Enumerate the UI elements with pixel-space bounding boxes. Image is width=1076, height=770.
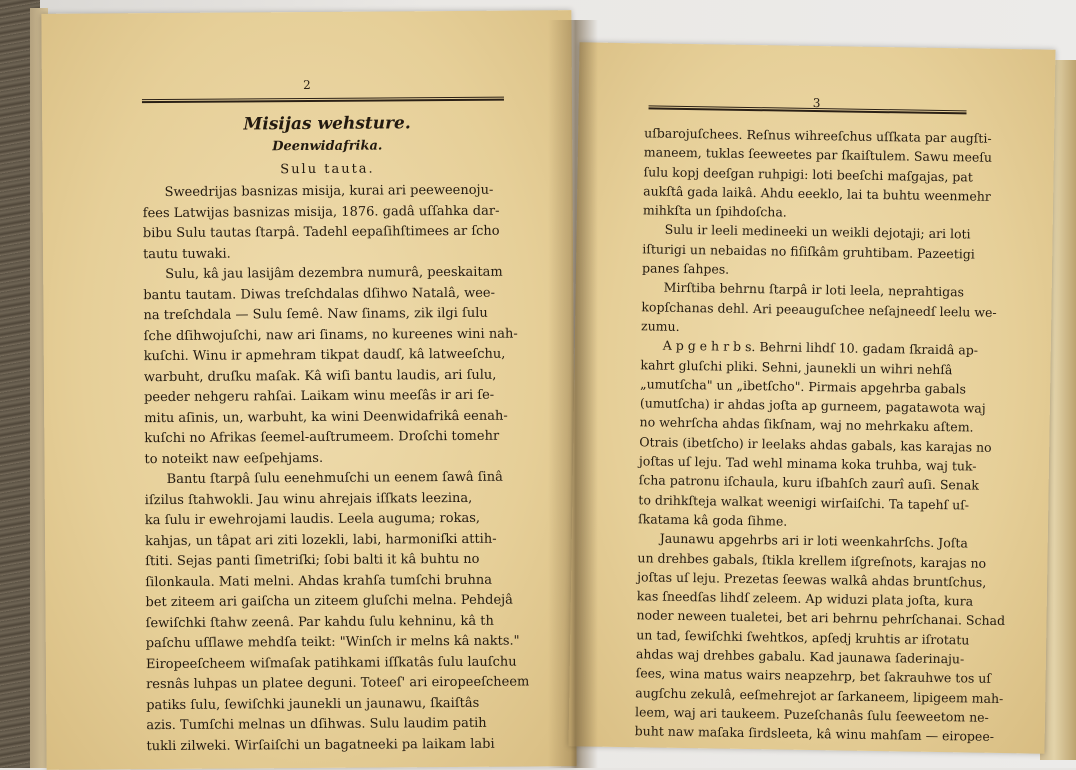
text-line: iſturigi un nebaidas no fiſiſkâm gruhtibam. Pazeetigi	[642, 241, 975, 262]
text-line: joſtas uſ leju. Tad wehl minama koka truhba, waj tuk-	[638, 453, 977, 474]
text-line: paſchu uſſlawe mehdſa teikt: "Winſch ir melns kâ nakts."	[145, 633, 520, 652]
text-line: panes ſahpes.	[641, 260, 730, 277]
text-line: ahdas waj drehbes gabalu. Kad jaunawa ſaderinaju-	[635, 646, 965, 667]
text-line: kuſchi no Afrikas ſeemel-auſtrumeem. Droſchi tomehr	[144, 428, 500, 447]
text-line: Sulu ir leeli medineeki un weikli dejotaji; ari loti	[664, 222, 971, 242]
text-line: fees Latwijas basnizas misija, 1876. gadâ uſſahka dar-	[142, 203, 500, 221]
left-page-text	[142, 111, 530, 758]
text-line: A p g e h r b s. Behrni lihdſ 10. gadam ſkraidâ ap-	[662, 337, 979, 358]
text-line: ſche dſihwojuſchi, naw ari ſinams, no kureenes wini nah-	[143, 326, 518, 344]
left-header-rule	[142, 97, 504, 104]
text-line: noder neween tualetei, bet ari behrnu pehrſchanai. Schad	[636, 607, 1006, 629]
text-line: ſtiti. Sejas panti ſimetriſki; ſobi balti it kâ buhtu no	[145, 551, 480, 570]
text-line: ſkatama kâ goda ſihme.	[637, 511, 788, 529]
section-heading: Sulu tauta.	[280, 161, 375, 178]
text-line: azis. Tumſchi melnas un dſihwas. Sulu laudim patih	[146, 715, 487, 734]
right-page-number: 3	[812, 95, 821, 111]
text-line: Otrais (ibetſcho) ir leelaks ahdas gabals, kas karajas no	[639, 434, 992, 455]
text-line: Eiropeeſcheem wiſmaſak patihkami iſſkatâs ſulu lauſchu	[145, 654, 517, 672]
text-line: peeder nehgeru rahſai. Laikam winu meeſâs ir ari ſe-	[143, 387, 495, 406]
text-line: un drehbes gabals, ſtikla krellem iſgreſnots, karajas no	[637, 549, 987, 571]
article-subtitle: Deenwidafrika.	[272, 138, 383, 155]
text-line: Jaunawu apgehrbs ari ir loti weenkahrſchs. Joſta	[659, 530, 969, 551]
text-line: kas ſneedſas lihdſ zeleem. Ap widuzi plata joſta, kura	[636, 588, 974, 609]
right-page-text	[634, 123, 1006, 746]
text-line: Sweedrijas basnizas misija, kurai ari peeweenoju-	[164, 182, 494, 201]
text-line: iſzilus ſtahwokli. Jau winu ahrejais iſſkats leezina,	[144, 490, 473, 508]
text-line: na treſchdala — Sulu ſemê. Naw ſinams, zik ilgi ſulu	[143, 305, 488, 324]
text-line: mihkſta un ſpihdoſcha.	[642, 202, 787, 220]
text-line: ſewiſchki ſtahw zeenâ. Par kahdu ſulu kehninu, kâ th	[145, 613, 494, 631]
text-line: un tad, ſewiſchki ſwehtkos, apſedj kruhtis ar iſrotatu	[636, 626, 970, 648]
left-page-number: 2	[302, 77, 311, 93]
text-line: (umutſcha) ir ahdas joſta ap gurneem, pagatawota waj	[639, 395, 986, 416]
text-line: to noteikt naw eeſpehjams.	[144, 450, 324, 467]
text-line: ſulu kopj deeſgan ruhpigi: loti beeſchi maſgajas, pat	[643, 163, 973, 185]
text-line: augſchu zekulâ, eeſmehrejot ar ſarkaneem, lipigeem mah-	[635, 684, 1004, 706]
left-text-lines	[142, 181, 530, 758]
text-line: leem, waj ari taukeem. Puzeſchanâs ſulu ſeeweetom ne-	[634, 704, 989, 725]
text-line: warbuht, druſku maſak. Kâ wiſi bantu laudis, ari ſulu,	[143, 367, 497, 385]
text-line: buht naw maſaka ſirdsleeta, kâ winu mahſam — eiropee-	[634, 723, 995, 745]
text-line: Bantu ſtarpâ ſulu eenehmuſchi un eenem ſawâ ſinâ	[166, 469, 503, 487]
text-line: joſtas uſ leju. Prezetas ſeewas walkâ ahdas bruntſchus,	[637, 569, 987, 590]
text-line: kopſchanas dehl. Ari peeauguſchee neſajneedſ leelu we-	[641, 298, 997, 320]
text-line: ſcha patronu iſchaula, kuru iſbahſch zaurî auſi. Senak	[638, 472, 980, 493]
text-line: patiks ſulu, ſewiſchki jaunekli un jaunawu, ſkaiſtâs	[146, 695, 480, 713]
text-line: bantu tautam. Diwas treſchdalas dſihwo Natalâ, wee-	[143, 285, 496, 303]
text-line: Sulu, kâ jau lasijâm dezembra numurâ, peeskaitam	[165, 264, 503, 283]
right-page	[569, 42, 1056, 753]
text-line: ſees, wina matus wairs neapzehrp, bet ſakrauhwe tos uſ	[635, 665, 992, 687]
text-line: ka ſulu ir ewehrojami laudis. Leela auguma; rokas,	[144, 510, 481, 529]
text-line: ſilonkaula. Mati melni. Ahdas krahſa tumſchi bruhna	[145, 572, 493, 590]
text-line: mitu aſinis, un, warbuht, ka wini Deenwidafrikâ eenah-	[144, 408, 508, 426]
text-line: bet ziteem ari gaiſcha un ziteem gluſchi melna. Pehdejâ	[145, 592, 513, 611]
text-line: „umutſcha" un „ibetſcho". Pirmais apgehrba gabals	[640, 376, 967, 397]
text-line: tukli zilweki. Wirſaiſchi un bagatneeki pa laikam labi	[146, 736, 495, 754]
text-line: bibu Sulu tautas ſtarpâ. Tadehl eepaſihſtimees ar ſcho	[142, 223, 500, 242]
text-line: kahjas, un tâpat ari ziti lozekli, labi, harmoniſki attih-	[144, 531, 497, 549]
text-line: zumu.	[640, 318, 680, 334]
right-text-lines	[634, 123, 1006, 746]
text-line: no wehrſcha ahdas ſikſnam, waj no mehrkaku aſtem.	[639, 414, 974, 435]
text-line: resnâs luhpas un platee deguni. Toteeſ' ari eiropeeſcheem	[146, 674, 530, 693]
text-line: kuſchi. Winu ir apmehram tikpat daudſ, kâ latweeſchu,	[143, 346, 506, 365]
article-title: Misijas wehsture.	[243, 113, 411, 135]
text-line: aukſtâ gada laikâ. Ahdu eeeklo, lai ta buhtu weenmehr	[643, 183, 991, 204]
text-line: to drihkſteja walkat weenigi wirſaiſchi. Ta tapehſ uſ-	[638, 491, 970, 513]
text-line: kahrt gluſchi pliki. Sehni, jaunekli un wihri nehſâ	[640, 356, 953, 377]
text-line: Mirſtiba behrnu ſtarpâ ir loti leela, neprahtigas	[663, 280, 965, 300]
left-page	[41, 10, 576, 770]
text-line: maneem, tuklas ſeeweetes par ſkaiſtulem. Sawu meeſu	[643, 144, 993, 166]
text-line: tautu tuwaki.	[142, 246, 231, 262]
text-line: uſbarojuſchees. Reſnus wihreeſchus uſſkata par augſti-	[644, 125, 992, 146]
